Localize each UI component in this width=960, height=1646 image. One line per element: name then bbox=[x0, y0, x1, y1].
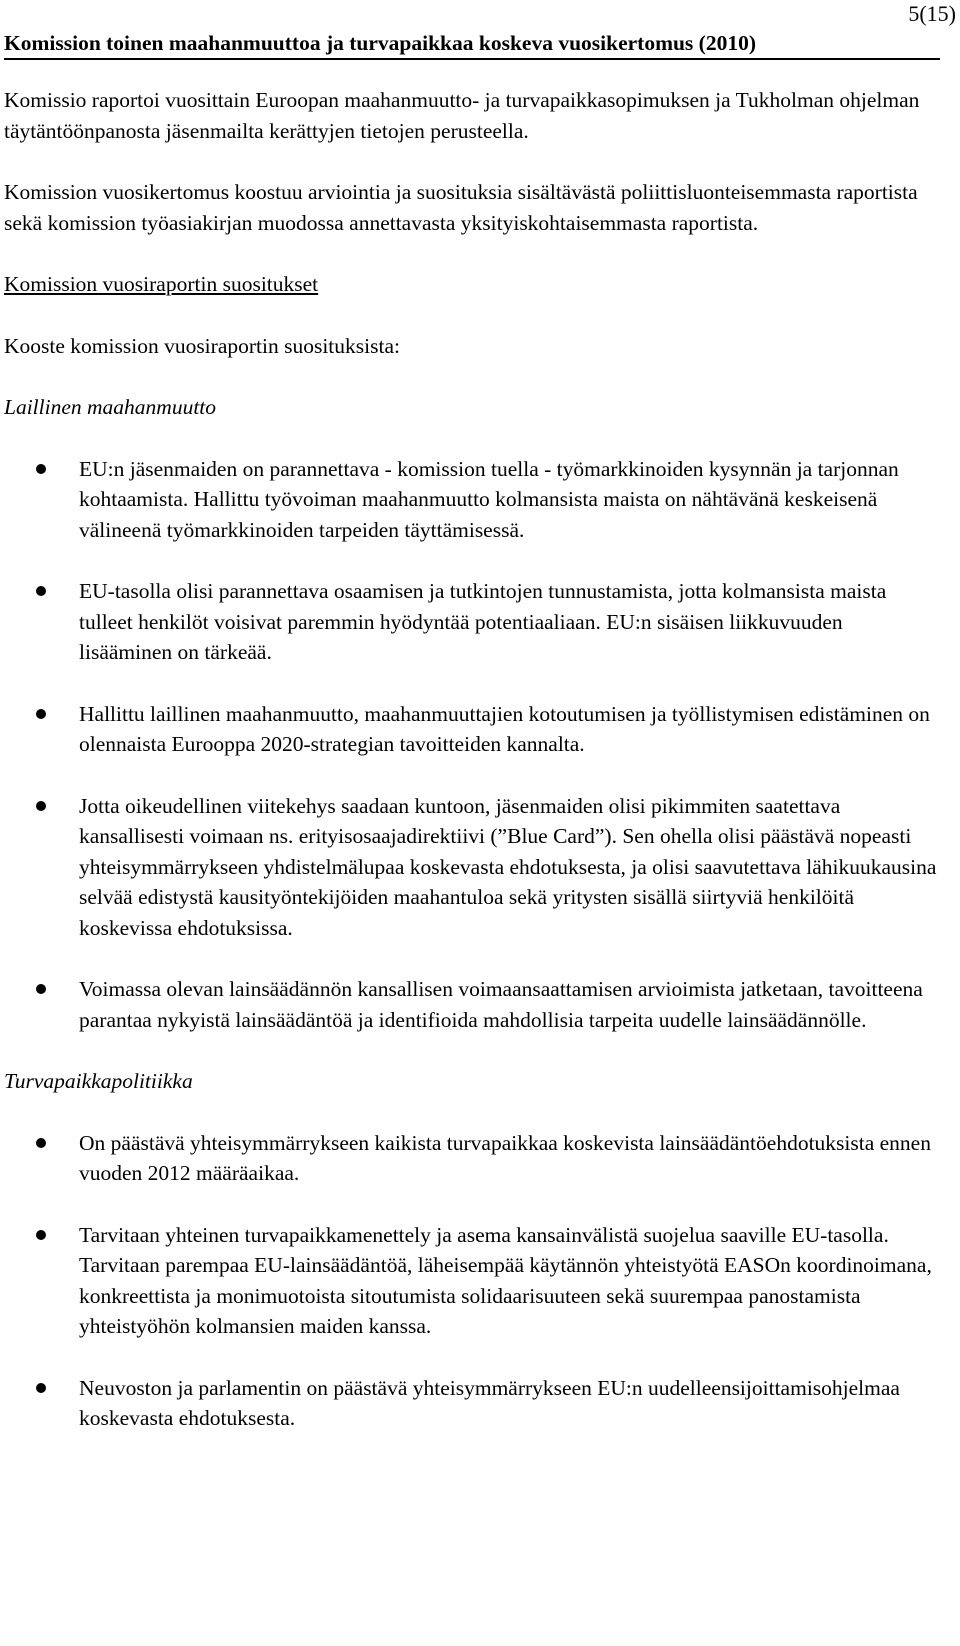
list-item bbox=[4, 791, 940, 944]
list-item bbox=[4, 1220, 940, 1342]
subheading-asylum-policy: Turvapaikkapolitiikka bbox=[4, 1069, 193, 1093]
list-item bbox=[4, 974, 940, 1035]
list-item bbox=[4, 454, 940, 546]
list-item-text: Tarvitaan yhteinen turvapaikkamenettely ja asema kansainvälistä suojelua saaville EU-tasolla. Tarvitaan parempaa EU-lainsäädäntöä, läheisempää käytännön yhteistyötä EASOn koordinoimana, konkreettista ja monimuotoista sitoutumista solidaarisuuteen sekä suurempaa panostamista yhteistyöhön kolmansien maiden kanssa. bbox=[79, 1222, 932, 1338]
intro-paragraph-2: Komission vuosikertomus koostuu arviointia ja suosituksia sisältävästä poliittisluonteisemmasta raportista sekä komission työasiakirjan muodossa annettavasta yksityiskohtaisemmasta raportista. bbox=[4, 180, 918, 235]
list-item-text: EU-tasolla olisi parannettava osaamisen ja tutkintojen tunnustamista, jotta kolmansista maista tulleet henkilöt voisivat paremmin hyödyntää potentiaaliaan. EU:n sisäisen liikkuvuuden lisääminen on tärkeää. bbox=[79, 579, 887, 664]
document-page bbox=[4, 28, 940, 1465]
document-title: Komission toinen maahanmuuttoa ja turvapaikkaa koskeva vuosikertomus (2010) bbox=[4, 28, 940, 60]
intro-paragraph-1: Komissio raportoi vuosittain Euroopan maahanmuutto- ja turvapaikkasopimuksen ja Tukholman ohjelman täytäntöönpanosta jäsenmailta kerättyjen tietojen perusteella. bbox=[4, 88, 920, 143]
list-item-text: Jotta oikeudellinen viitekehys saadaan kuntoon, jäsenmaiden olisi pikimmiten saatettava kansallisesti voimaan ns. erityisosaajadirektiivi (”Blue Card”). Sen ohella olisi päästävä nopeasti yhteisymmärrykseen yhdistelmälupaa koskevasta ehdotuksesta, ja olisi saavutettava lähikuukausina selvää edistystä kausityöntekijöiden maahantuloa sekä yritysten sisällä siirtyviä henkilöitä koskevissa ehdotuksissa. bbox=[79, 793, 937, 940]
legal-migration-list bbox=[4, 454, 940, 1036]
section-heading-recommendations: Komission vuosiraportin suositukset bbox=[4, 272, 319, 296]
list-item bbox=[4, 1128, 940, 1189]
list-item bbox=[4, 1373, 940, 1434]
list-item-text: Voimassa olevan lainsäädännön kansallisen voimaansaattamisen arvioimista jatketaan, tavoitteena parantaa nykyistä lainsäädäntöä ja identifioida mahdollisia tarpeita uudelle lainsäädännölle. bbox=[79, 977, 923, 1032]
list-item-text: On päästävä yhteisymmärrykseen kaikista turvapaikkaa koskevista lainsäädäntöehdotuksista ennen vuoden 2012 määräaikaa. bbox=[79, 1130, 931, 1185]
bullet-icon bbox=[36, 984, 46, 994]
subheading-legal-migration: Laillinen maahanmuutto bbox=[4, 395, 217, 419]
list-item-text: EU:n jäsenmaiden on parannettava - komission tuella - työmarkkinoiden kysynnän ja tarjonnan kohtaamista. Hallittu työvoiman maahanmuutto kolmansista maista on nähtävänä keskeisenä välineenä työmarkkinoiden tarpeiden täyttämisessä. bbox=[79, 456, 899, 542]
bullet-icon bbox=[36, 801, 46, 811]
bullet-icon bbox=[36, 1383, 46, 1393]
list-item bbox=[4, 576, 940, 668]
list-item bbox=[4, 699, 940, 760]
section-intro: Kooste komission vuosiraportin suosituksista: bbox=[4, 333, 400, 358]
bullet-icon bbox=[36, 586, 46, 596]
page-number: 5(15) bbox=[908, 1, 956, 26]
bullet-icon bbox=[36, 709, 46, 719]
bullet-icon bbox=[36, 1138, 46, 1148]
list-item-text: Neuvoston ja parlamentin on päästävä yhteisymmärrykseen EU:n uudelleensijoittamisohjelmaa koskevasta ehdotuksesta. bbox=[79, 1375, 900, 1430]
list-item-text: Hallittu laillinen maahanmuutto, maahanmuuttajien kotoutumisen ja työllistymisen edistäminen on olennaista Eurooppa 2020-strategian tavoitteiden kannalta. bbox=[79, 701, 930, 756]
bullet-icon bbox=[36, 1230, 46, 1240]
bullet-icon bbox=[36, 464, 46, 474]
asylum-policy-list bbox=[4, 1128, 940, 1434]
